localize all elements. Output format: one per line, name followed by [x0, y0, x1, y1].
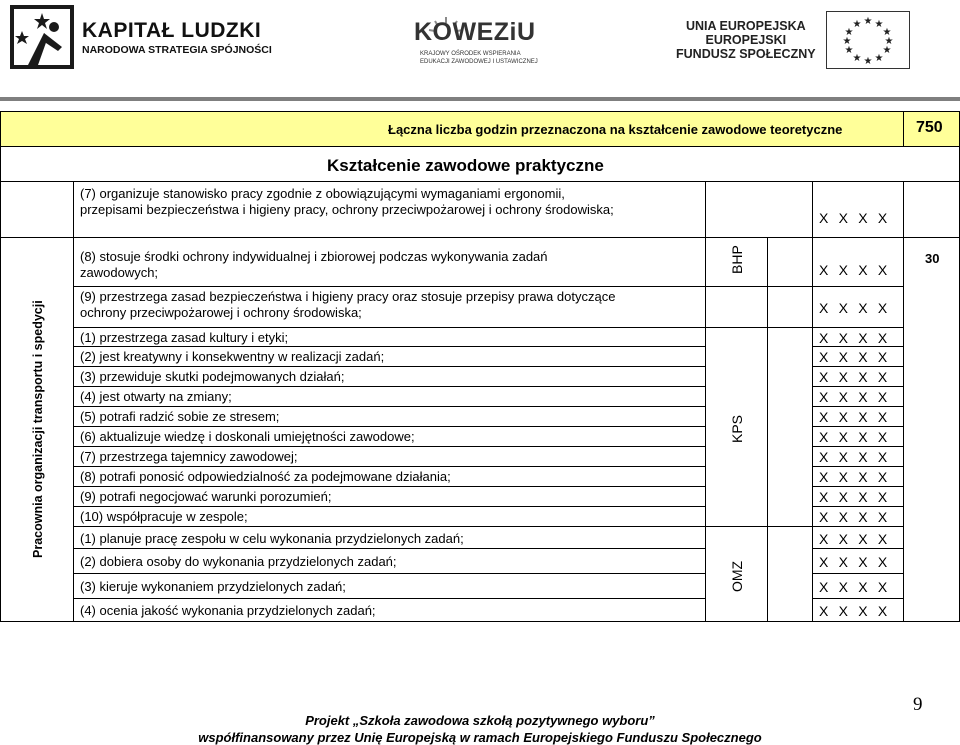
- total-hours-label: Łączna liczba godzin przeznaczona na kształcenie zawodowe teoretyczne: [388, 122, 843, 137]
- row-marks: X X X X: [819, 603, 891, 619]
- ue-line1: UNIA EUROPEJSKA: [685, 19, 806, 33]
- table-row: (2) jest kreatywny i konsekwentny w realizacji zadań;: [80, 349, 385, 364]
- table-row: (7) organizuje stanowisko pracy zgodnie z obowiązującymi wymaganiami ergonomii, przepisami bezpieczeństwa i higieny pracy, ochrony przeciwpożarowej i ochrony środowiska;: [80, 186, 614, 217]
- kapital-ludzki-logo: [8, 2, 272, 72]
- table-row: (4) jest otwarty na zmiany;: [80, 389, 232, 404]
- row-marks: X X X X: [819, 262, 891, 278]
- footer-line2: współfinansowany przez Unię Europejską w ramach Europejskiego Funduszu Społecznego: [198, 730, 762, 745]
- kapital-ludzki-emblem-icon: [8, 3, 76, 71]
- kapital-ludzki-title: KAPITAŁ LUDZKI: [82, 18, 262, 42]
- row-marks: X X X X: [819, 369, 891, 385]
- svg-text:★: ★: [852, 19, 862, 30]
- total-hours-value: 750: [916, 119, 943, 136]
- footer-line1: Projekt „Szkoła zawodowa szkołą pozytywnego wyboru”: [305, 713, 655, 728]
- table-row: (2) dobiera osoby do wykonania przydzielonych zadań;: [80, 554, 397, 569]
- section-title: Kształcenie zawodowe praktyczne: [327, 156, 604, 175]
- workshop-hours: 30: [925, 251, 940, 266]
- row-marks: X X X X: [819, 489, 891, 505]
- kowezu-title: KOWEZiU: [414, 18, 536, 46]
- row-marks: X X X X: [819, 469, 891, 485]
- svg-text:★: ★: [874, 19, 884, 30]
- group-label-kps: KPS: [729, 414, 745, 443]
- kowezu-subtitle: [420, 50, 538, 66]
- table-row: (9) potrafi negocjować warunki porozumień;: [80, 489, 332, 504]
- svg-text:★: ★: [874, 53, 884, 64]
- row-marks: X X X X: [819, 349, 891, 365]
- kowezu-subtitle-line2: EDUKACJI ZAWODOWEJ I USTAWICZNEJ: [420, 59, 538, 65]
- table-row: (10) współpracuje w zespole;: [80, 509, 248, 524]
- row-marks: X X X X: [819, 449, 891, 465]
- table-row: (8) potrafi ponosić odpowiedzialność za podejmowane działania;: [80, 469, 451, 484]
- row-marks: X X X X: [819, 300, 891, 316]
- row-marks: X X X X: [819, 509, 891, 525]
- svg-text:★: ★: [882, 27, 892, 38]
- table-row: (4) ocenia jakość wykonania przydzielonych zadań;: [80, 603, 376, 618]
- ue-line2: EUROPEJSKI: [705, 33, 787, 47]
- table-row: (1) przestrzega zasad kultury i etyki;: [80, 330, 289, 345]
- svg-text:★: ★: [852, 53, 862, 64]
- row-marks: X X X X: [819, 429, 891, 445]
- table-row: (1) planuje pracę zespołu w celu wykonania przydzielonych zadań;: [80, 531, 464, 546]
- table-row: (3) przewiduje skutki podejmowanych działań;: [80, 369, 345, 384]
- page-number: 9: [913, 694, 923, 715]
- row-marks: X X X X: [819, 531, 891, 547]
- ue-line3: FUNDUSZ SPOŁECZNY: [676, 47, 816, 61]
- header-divider: [0, 97, 960, 101]
- svg-text:★: ★: [882, 45, 892, 56]
- table-row: (6) aktualizuje wiedzę i doskonali umiejętności zawodowe;: [80, 429, 415, 444]
- header-logos: [0, 0, 960, 90]
- row-marks: X X X X: [819, 579, 891, 595]
- svg-text:★: ★: [844, 27, 854, 38]
- ue-efs-logo: [676, 10, 910, 70]
- table-row: (7) przestrzega tajemnicy zawodowej;: [80, 449, 298, 464]
- row-marks: X X X X: [819, 409, 891, 425]
- row-marks: X X X X: [819, 210, 891, 226]
- svg-text:★: ★: [863, 16, 873, 27]
- svg-text:★: ★: [884, 36, 894, 47]
- svg-text:★: ★: [863, 56, 873, 67]
- kowezu-subtitle-line1: KRAJOWY OŚRODEK WSPIERANIA: [420, 51, 521, 57]
- table-row: (5) potrafi radzić sobie ze stresem;: [80, 409, 280, 424]
- table-row: (3) kieruje wykonaniem przydzielonych zadań;: [80, 579, 346, 594]
- row-marks: X X X X: [819, 330, 891, 346]
- kapital-ludzki-subtitle: NARODOWA STRATEGIA SPÓJNOŚCI: [82, 43, 272, 56]
- table-row: (8) stosuje środki ochrony indywidualnej i zbiorowej podczas wykonywania zadań zawodowych;: [80, 249, 548, 280]
- eu-flag-icon: [826, 11, 910, 69]
- table-row: (9) przestrzega zasad bezpieczeństwa i higieny pracy oraz stosuje przepisy prawa dotyczące ochrony przeciwpożarowej i ochrony środowiska;: [80, 289, 616, 320]
- group-label-bhp: BHP: [729, 245, 745, 274]
- kowezu-logo: [414, 12, 536, 68]
- svg-text:★: ★: [842, 36, 852, 47]
- group-label-omz: OMZ: [729, 560, 745, 592]
- svg-text:★: ★: [844, 45, 854, 56]
- row-marks: X X X X: [819, 389, 891, 405]
- row-marks: X X X X: [819, 554, 891, 570]
- workshop-side-label: Pracownia organizacji transportu i spedycji: [31, 300, 45, 558]
